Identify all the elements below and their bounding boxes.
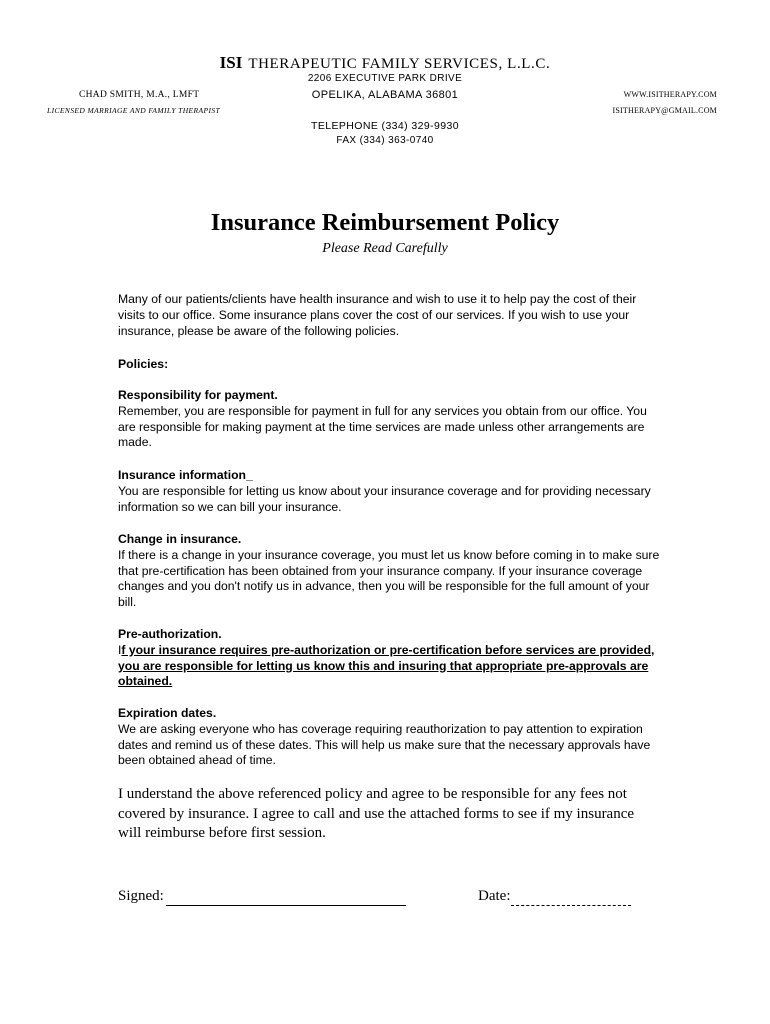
- policies-heading: [118, 357, 663, 373]
- section-heading: Pre-authorization.: [118, 627, 222, 641]
- agreement-text: I understand the above referenced policy and agree to be responsible for any fees not covered by insurance. I agree to call and use the attached forms to see if my insurance will reimburse before first session.: [118, 786, 635, 841]
- policy-section: [118, 532, 663, 611]
- section-text: We are asking everyone who has coverage requiring reauthorization to pay attention to expiration dates and remind us of these dates. This will help us make sure that the necessary approvals have been obtained ahead of time.: [118, 721, 651, 768]
- therapist-name: CHAD SMITH, M.A., LMFT: [79, 90, 200, 100]
- signed-label: Signed:: [118, 888, 164, 904]
- website: WWW.ISITHERAPY.COM: [623, 90, 717, 99]
- date-field[interactable]: [511, 905, 631, 906]
- section-heading: Responsibility for payment.: [118, 388, 278, 402]
- email: ISITHERAPY@GMAIL.COM: [612, 106, 717, 115]
- agreement-statement: [118, 785, 648, 844]
- section-text: If there is a change in your insurance coverage, you must let us know before coming in to make sure that pre-certification has been obtained from your insurance company. If your insurance coverage changes and you don't notify us in advance, then you will be responsible for the full amount of your bill.: [118, 547, 660, 610]
- first-letter: I: [118, 642, 122, 657]
- section-text: You are responsible for letting us know about your insurance coverage and for providing necessary information so we can bill your insurance.: [118, 483, 651, 514]
- company-logo: ISI: [219, 53, 243, 72]
- company-header: [0, 53, 770, 73]
- section-heading: Change in insurance.: [118, 532, 242, 546]
- section-heading: Expiration dates.: [118, 706, 217, 720]
- fax-number: FAX (334) 363-0740: [336, 135, 434, 146]
- policy-section: [118, 468, 663, 515]
- document-title: Insurance Reimbursement Policy: [210, 209, 560, 236]
- document-subtitle: Please Read Carefully: [322, 241, 448, 256]
- policy-section: [118, 627, 663, 690]
- emphasized-text: f your insurance requires pre-authorization or pre-certification before services are provided, you are responsible for letting us know this and insuring that appropriate pre-approvals are obtained.: [118, 642, 655, 689]
- policies-heading-text: Policies:: [118, 357, 169, 371]
- street-address: 2206 EXECUTIVE PARK DRIVE: [307, 73, 463, 84]
- signature-field[interactable]: [166, 905, 406, 906]
- policy-section: [118, 388, 663, 451]
- section-text: Remember, you are responsible for payment in full for any services you obtain from our office. You are responsible for making payment at the time services are made unless other arrangements are made.: [118, 403, 647, 450]
- section-heading: Insurance information_: [118, 468, 253, 482]
- telephone: TELEPHONE (334) 329-9930: [311, 120, 459, 132]
- city-address: OPELIKA, ALABAMA 36801: [311, 89, 459, 101]
- intro-text: Many of our patients/clients have health insurance and wish to use it to help pay the cost of their visits to our office. Some insurance plans cover the cost of our services. If you wish to use your insurance, please be aware of the following policies.: [118, 292, 637, 338]
- company-name: THERAPEUTIC FAMILY SERVICES, L.L.C.: [248, 56, 551, 72]
- intro-paragraph: [118, 292, 663, 339]
- therapist-title: LICENSED MARRIAGE AND FAMILY THERAPIST: [47, 106, 221, 115]
- date-label: Date:: [478, 888, 511, 904]
- section-text: [118, 643, 663, 690]
- policy-section: [118, 706, 663, 769]
